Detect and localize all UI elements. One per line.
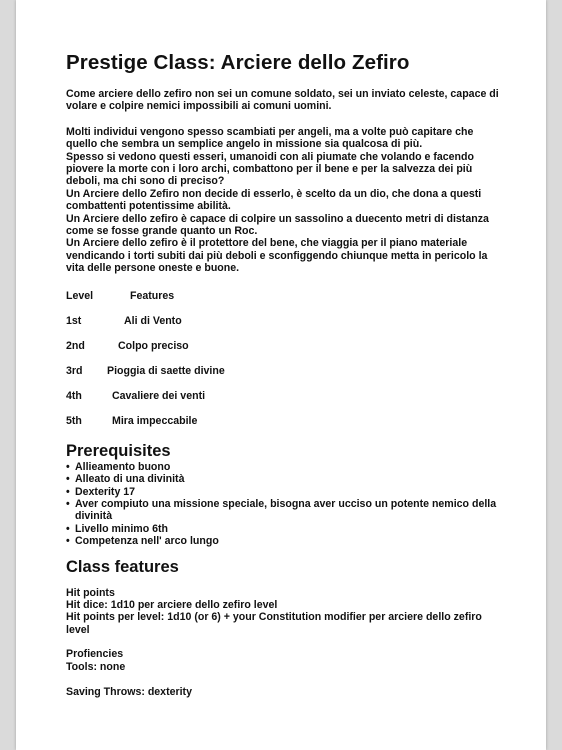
feature-cell: Pioggia di saette divine: [107, 364, 225, 377]
table-row: [66, 415, 506, 440]
page-title: Prestige Class: Arciere dello Zefiro: [66, 51, 410, 74]
list-item: • Dexterity 17: [66, 486, 506, 498]
hit-points-block: [66, 587, 506, 637]
list-item: • Allieamento buono: [66, 461, 506, 473]
table-header-row: [66, 290, 506, 315]
class-features-heading: Class features: [66, 557, 179, 576]
list-item: • Alleato di una divinità: [66, 473, 506, 485]
proficiencies-block: [66, 648, 506, 673]
intro-paragraph: Come arciere dello zefiro non sei un comune soldato, sei un inviato celeste, capace di volare e colpire nemici impossibili ai comuni uomini.: [66, 88, 499, 113]
feature-cell: Colpo preciso: [118, 339, 189, 352]
document-content: [66, 50, 506, 698]
level-header: Level: [66, 289, 94, 302]
features-header: Features: [130, 289, 175, 302]
proficiencies-label: Profiencies: [66, 648, 124, 661]
feature-cell: Mira impeccabile: [112, 414, 198, 427]
level-cell: 4th: [66, 389, 82, 402]
document-page: [16, 0, 546, 750]
story-paragraph: Molti individui vengono spesso scambiati per angeli, ma a volte può capitare che quello che sembra un semplice angelo in missione sia qualcosa di più. Spesso si vedono questi esseri, umanoidi con ali piumate che volando e facendo piovere la morte con i loro archi, combattono per il bene e per la salvezza dei più deboli, ma chi sono di preciso? Un Arciere dello Zefiro non decide di esserlo, è scelto da un dio, che dona a questi combattenti potentissime abilità. Un Arciere dello zefiro è capace di colpire un sassolino a duecento metri di distanza come se fosse grande quanto un Roc. Un Arciere dello zefiro è il protettore del bene, che viaggia per il piano materiale vendicando i torti subiti dai più deboli e sconfiggendo chiunque metta in pericolo la vita delle persone oneste e buone.: [66, 125, 489, 275]
list-item: • Competenza nell' arco lungo: [66, 535, 506, 547]
hit-points-label: Hit points: [66, 586, 115, 599]
table-row: [66, 365, 506, 390]
saving-throws-text: Saving Throws: dexterity: [66, 685, 192, 698]
hit-dice-text: Hit dice: 1d10 per arciere dello zefiro level: [66, 598, 278, 611]
level-cell: 3rd: [66, 364, 83, 377]
level-cell: 2nd: [66, 339, 85, 352]
list-item: • Livello minimo 6th: [66, 523, 506, 535]
prerequisites-list: [66, 461, 506, 548]
table-row: [66, 340, 506, 365]
level-cell: 5th: [66, 414, 82, 427]
tools-text: Tools: none: [66, 660, 126, 673]
table-row: [66, 390, 506, 415]
feature-cell: Ali di Vento: [124, 314, 182, 327]
prerequisites-heading: Prerequisites: [66, 441, 171, 460]
list-item: • Aver compiuto una missione speciale, bisogna aver ucciso un potente nemico della divinità: [66, 498, 506, 523]
table-row: [66, 315, 506, 340]
level-features-table: [66, 290, 506, 440]
hit-points-per-level-text: Hit points per level: 1d10 (or 6) + your Constitution modifier per arciere dello zefiro level: [66, 611, 482, 636]
feature-cell: Cavaliere dei venti: [112, 389, 206, 402]
level-cell: 1st: [66, 314, 82, 327]
